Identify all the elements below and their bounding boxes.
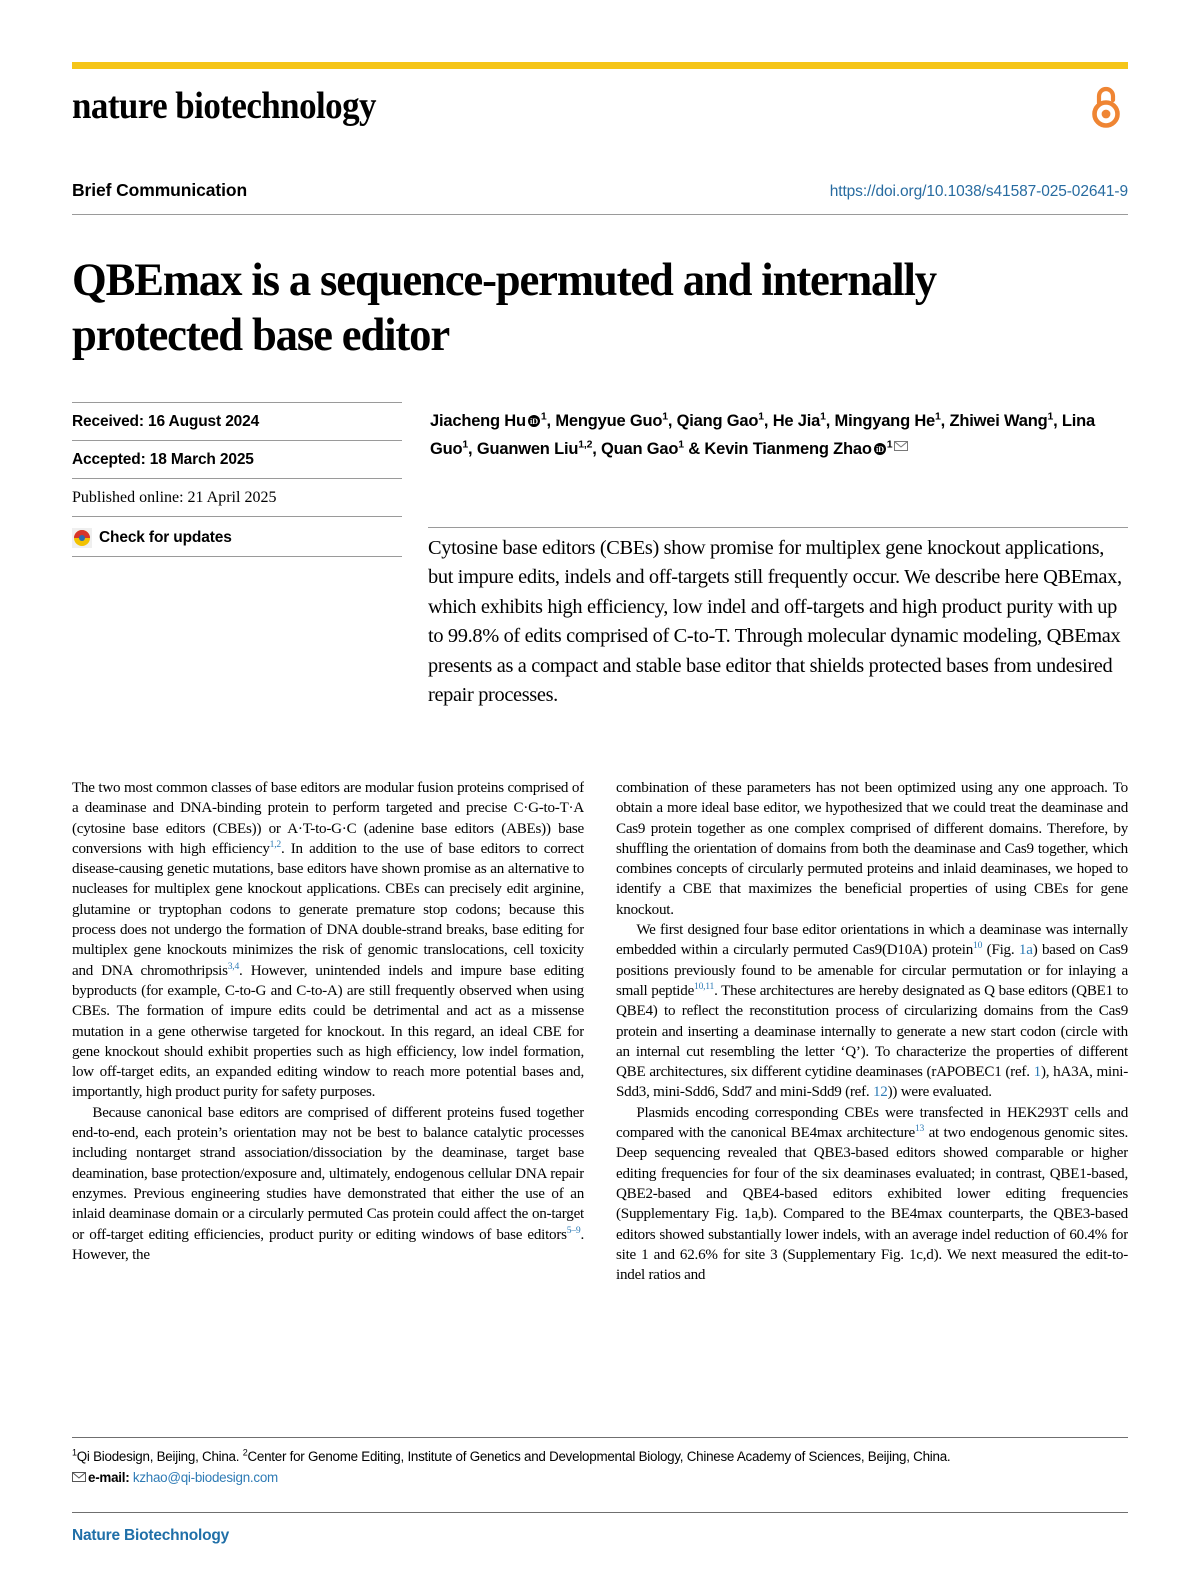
body-paragraph: Because canonical base editors are comprised of different proteins fused together end-to-end, each protein’s orientation may not be best to balance catalytic processes including nontarget strand association/dissociation by the deaminase, target base deamination, base protection/exposure and, ultimately, endogenous cellular DNA repair enzymes. Previous engineering studies have demonstrated that either the use of an inlaid deaminase domain or a circularly permuted Cas protein could affect the on-target or off-target editing efficiencies, product purity or editing windows of base editors$^{5-9}$. However, the [72,1104,584,1263]
svg-text:iD: iD [529,417,538,426]
author-affiliation-marker: 1 [820,410,826,423]
article-type-label: Brief Communication [72,180,248,200]
body-columns [72,778,1128,1398]
accepted-date: Accepted: 18 March 2025 [72,451,254,468]
body-column-right [616,778,1128,1398]
affiliation-1: Qi Biodesign, Beijing, China. [76,1449,243,1464]
author-name: He Jia [772,412,821,430]
inline-citation-link[interactable]: 12 [873,1084,888,1101]
affiliation-divider [72,1437,1128,1438]
author-affiliation-marker: 1 [886,438,893,451]
body-paragraph: combination of these parameters has not been optimized using any one approach. To obtain a more ideal base editor, we hypothesized that we could treat the deaminase and Cas9 protein together as one complex comprised of different domains. Therefore, by shuffling the orientation of domains from both the deaminase and Cas9 together, which combines concepts of circularly permuted proteins and inlaid deaminases, we hoped to identify a CBE that maximizes the beneficial properties of using CBEs for gene knockout. [616,780,1128,918]
article-type-row [72,180,1128,201]
author-affiliation-marker: 1 [540,410,547,423]
affiliation-line [72,1449,950,1464]
abstract-text: Cytosine base editors (CBEs) show promise for multiplex gene knockout applications, but impure edits, indels and off-targets still frequently occur. We describe here QBEmax, which exhibits high efficiency, low indel and off-targets and high product purity with up to 99.8% of edits comprised of C-to-T. Through molecular dynamic modeling, QBEmax presents as a compact and stable base editor that shields protected bases from undesired repair processes. [428,537,1122,707]
author-affiliation-marker: 1 [662,410,668,423]
footer-journal-name: Nature Biotechnology [72,1527,230,1544]
reference-superscript[interactable]: 10 [973,940,983,952]
header-divider [72,214,1128,215]
check-for-updates-label: Check for updates [99,529,232,546]
meta-divider-bottom [72,556,402,557]
corresponding-email-row [72,1468,1128,1488]
svg-text:iD: iD [875,445,884,455]
abstract-divider [428,527,1128,528]
email-label: e-mail: [88,1470,133,1486]
body-paragraph: We first designed four base editor orientations in which a deaminase was internally embedded within a circularly permuted Cas9(D10A) protein$^{10}$ (Fig. 1a) based on Cas9 positions previously found to be amenable for circular permutation or for inlaying a small peptide$^{10,11}$. These architectures are hereby designated as Q base editors (QBE1 to QBE4) to reflect the reconstitution process of circularizing domains from the Cas9 protein and inserting a deaminase internally to generate a new start codon (circle with an internal cut resembling the letter ‘Q’). To characterize the properties of different QBE architectures, six different cytidine deaminases (rAPOBEC1 (ref. 1), hA3A, mini-Sdd3, mini-Sdd6, Sdd7 and mini-Sdd9 (ref. 12)) were evaluated. [616,922,1128,1101]
published-date: Published online: 21 April 2025 [72,489,277,506]
body-paragraph: Plasmids encoding corresponding CBEs were transfected in HEK293T cells and compared with the canonical BE4max architecture$^{13}$ at two endogenous genomic sites. Deep sequencing revealed that QBE3-based editors showed comparable or higher editing frequencies for four of the six deaminases evaluated; in contrast, QBE1-based, QBE2-based and QBE4-based editors exhibited lower editing frequencies (Supplementary Fig. 1a,b). Compared to the BE4max counterparts, the QBE3-based editors showed substantially lower indels, with an average indel reduction of 60.4% for site 1 and 62.6% for site 3 (Supplementary Fig. 1c,d). We next measured the edit-to-indel ratios and [616,1104,1128,1284]
envelope-icon [72,1468,86,1478]
author-affiliation-marker: 1 [462,438,469,451]
body-paragraph: The two most common classes of base editors are modular fusion proteins comprised of a deaminase and DNA-binding protein to perform targeted and precise C·G-to-T·A (cytosine base editors (CBEs)) or A·T-to-G·C (adenine base editors (ABEs)) base conversions with high efficiency$^{1,2}$. In addition to the use of base editors to correct disease-causing genetic mutations, base editors have shown promise as an alternative to nucleases for multiplex gene knockout applications. CBEs can precisely edit arginine, glutamine or tryptophan codons to generate premature stop codons; because this process does not undergo the formation of DNA double-strand breaks, base editing for multiplex gene knockouts minimizes the risk of genomic translocations, cell toxicity and DNA chromothripsis$^{3,4}$. However, unintended indels and impure base editing byproducts (for example, C-to-G and C-to-A) are still frequently observed when using CBEs. The formation of impure edits could be detrimental and act as a missense mutation in a gene otherwise targeted for knockout. In this regard, an ideal CBE for gene knockout should exhibit properties such as high efficiency, low indel formation, low off-target edits, an expanded editing window to reach more potential bases and, importantly, high product purity for safety purposes. [72,780,584,1101]
received-date: Received: 16 August 2024 [72,413,260,430]
author-list: Jiacheng Hu iD $^1$, Mengyue Guo$^1$, Qiang Gao$^1$, He Jia$^1$, Mingyang He$^1$, Zhiwei Wang$^1$, Lina Guo$^1$, Guanwen Liu$^{1,2}$, Quan Gao$^1$ & Kevin Tianmeng Zhao iD $^1$ [430,410,1096,459]
reference-superscript[interactable]: 1,2 [269,838,281,850]
orcid-icon[interactable] [528,410,540,426]
body-column-left [72,778,584,1398]
page-title: QBEmax is a sequence-permuted and internally protected base editor [72,254,936,361]
affiliation-marker-1: 1 [72,1447,77,1458]
journal-logo: nature biotechnology [72,85,376,127]
brand-accent-bar [72,62,1128,69]
author-affiliation-marker: 1 [758,410,764,423]
affiliation-marker-2: 2 [242,1447,248,1458]
reference-superscript[interactable]: 10,11 [694,980,715,992]
publication-history [72,402,402,557]
inline-citation-link[interactable]: 1a [1018,942,1033,959]
orcid-icon[interactable] [874,438,886,455]
affiliation-2: Center for Genome Editing, Institute of Genetics and Developmental Biology, Chinese Academy of Sciences, Beijing, China. [247,1449,951,1464]
check-for-updates-button[interactable] [72,517,402,556]
author-name: Qiang Gao [676,412,759,430]
author-name: Guanwen Liu [476,440,579,459]
crossmark-icon [72,528,92,548]
author-affiliation-marker: 1,2 [578,438,593,451]
footer-divider [72,1512,1128,1513]
reference-superscript[interactable]: 13 [914,1123,925,1135]
envelope-icon[interactable] [894,434,908,444]
author-name: Jiacheng Hu [430,412,526,430]
author-name: Mingyang He [834,412,936,430]
affiliations [72,1447,1128,1488]
doi-link[interactable]: https://doi.org/10.1038/s41587-025-02641-9 [829,183,1128,200]
author-name: Lina Guo [430,412,1096,459]
inline-citation-link[interactable]: 1 [1033,1064,1041,1081]
author-name: Mengyue Guo [555,412,663,430]
reference-superscript[interactable]: 5–9 [566,1224,581,1236]
author-affiliation-marker: 1 [1047,410,1054,423]
author-affiliation-marker: 1 [678,438,684,451]
author-name: Zhiwei Wang [949,412,1048,430]
open-access-lock-icon [1088,83,1124,131]
author-name: Kevin Tianmeng Zhao [704,440,872,459]
masthead [72,62,1128,149]
reference-superscript[interactable]: 3,4 [227,960,240,972]
corresponding-email-link[interactable]: kzhao@qi-biodesign.com [132,1470,278,1486]
author-name: Quan Gao [601,440,679,459]
author-affiliation-marker: 1 [935,410,941,423]
